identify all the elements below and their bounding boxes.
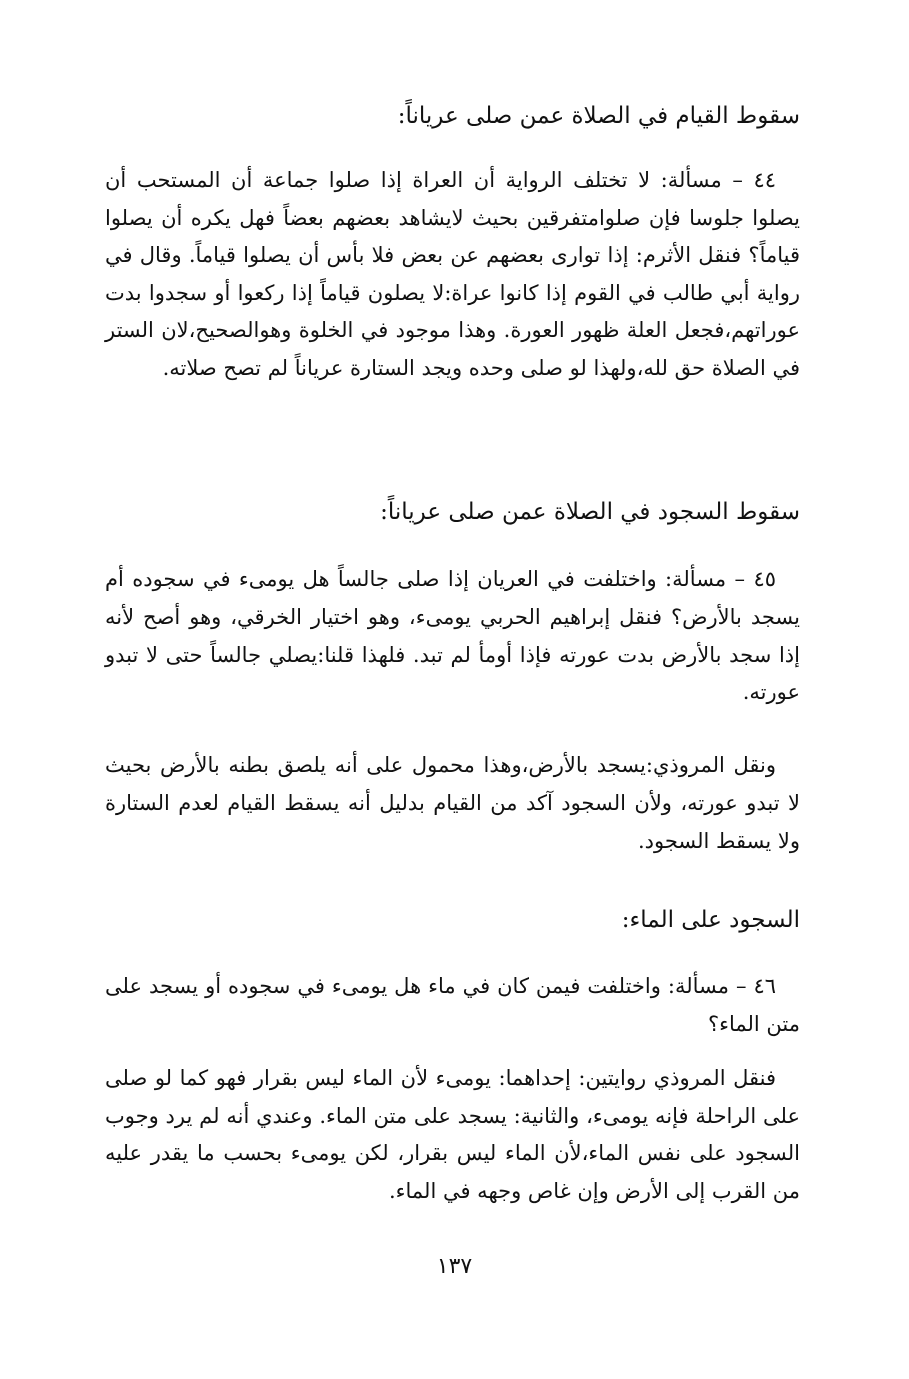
paragraph-marwadhi-report: ونقل المروذي:يسجد بالأرض،وهذا محمول على أنه يلصق بطنه بالأرض بحيث لا تبدو عورته، ولأن السجود آكد من القيام بدليل أنه يسقط القيام لعدم الستارة ولا يسقط السجود. [105,753,800,853]
paragraph-issue-46: ٤٦ – مسألة: واختلفت فيمن كان في ماء هل يومىء في سجوده أو يسجد على متن الماء؟ [105,974,800,1036]
book-page [105,0,800,1379]
paragraph-issue-44: ٤٤ – مسألة: لا تختلف الرواية أن العراة إذا صلوا جماعة أن المستحب أن يصلوا جلوسا فإن صلوامتفرقين بحيث لايشاهد بعضهم بعضاً فهل يكره أن يصلوا قياماً؟ فنقل الأثرم: إذا توارى بعضهم عن بعض فلا بأس أن يصلوا قياماً. وقال في رواية أبي طالب في القوم إذا كانوا عراة:لا يصلون قياماً إذا ركعوا أو سجدوا بدت عوراتهم،فجعل العلة ظهور العورة. وهذا موجود في الخلوة وهوالصحيح،لان الستر في الصلاة حق لله،ولهذا لو صلى وحده ويجد الستارة عرياناً لم تصح صلاته. [105,168,800,380]
section-heading-prostration: سقوط السجود في الصلاة عمن صلى عرياناً: [380,499,800,525]
paragraph-two-narrations: فنقل المروذي روايتين: إحداهما: يومىء لأن الماء ليس بقرار فهو كما لو صلى على الراحلة فإنه يومىء، والثانية: يسجد على متن الماء. وعندي أنه لم يرد وجوب السجود على نفس الماء،لأن الماء ليس بقرار، لكن يومىء بحسب ما يقدر عليه من القرب إلى الأرض وإن غاص وجهه في الماء. [105,1066,800,1203]
section-heading-standing: سقوط القيام في الصلاة عمن صلى عرياناً: [397,103,800,129]
page-number: ١٣٧ [436,1254,473,1279]
section-heading-water: السجود على الماء: [621,907,800,933]
paragraph-issue-45: ٤٥ – مسألة: واختلفت في العريان إذا صلى جالساً هل يومىء في سجوده أم يسجد بالأرض؟ فنقل إبراهيم الحربي يومىء، وهو اختيار الخرقي، وهو أصح لأنه إذا سجد بالأرض بدت عورته فإذا أومأ لم تبد. فلهذا قلنا:يصلي جالساً حتى لا تبدو عورته. [105,567,800,705]
